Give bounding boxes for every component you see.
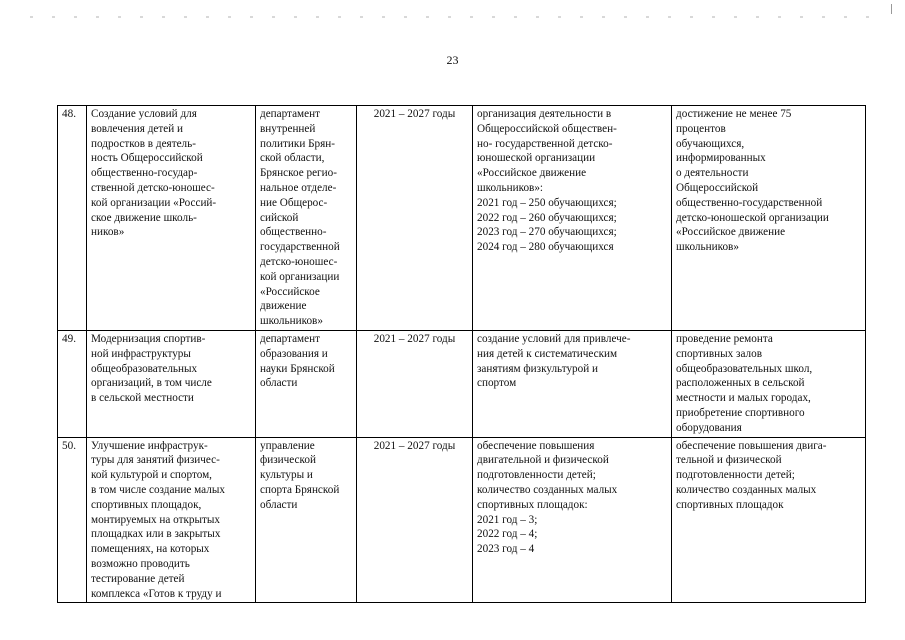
scan-artifact-line xyxy=(30,16,870,18)
scan-artifact-mark xyxy=(891,4,892,14)
responsible-cell: департамент внутренней политики Брян- ской области, Брянское регио- нальное отделе- ние Общерос- сийской общественно- государственной детско-юношес- кой организации «Российское движение школьников» xyxy=(256,106,357,331)
indicator-cell: проведение ремонта спортивных залов общеобразовательных школ, расположенных в сельской местности и малых городах, приобретение спортивного оборудования xyxy=(672,331,866,438)
page-number: 23 xyxy=(446,53,459,67)
indicator-cell: обеспечение повышения двига- тельной и физической подготовленности детей; количество созданных малых спортивных площадок xyxy=(672,437,866,603)
measures-table xyxy=(57,105,866,603)
table-row xyxy=(58,331,866,438)
result-cell: обеспечение повышения двигательной и физической подготовленности детей; количество созданных малых спортивных площадок: 2021 год – 3; 2022 год – 4; 2023 год – 4 xyxy=(473,437,672,603)
table-row xyxy=(58,437,866,603)
measure-cell: Улучшение инфраструк- туры для занятий физичес- кой культурой и спортом, в том числе создание малых спортивных площадок, монтируемых на открытых площадках или в закрытых помещениях, на которых возможно проводить тестирование детей комплекса «Готов к труду и xyxy=(87,437,256,603)
responsible-cell: управление физической культуры и спорта Брянской области xyxy=(256,437,357,603)
period-cell: 2021 – 2027 годы xyxy=(357,331,473,438)
result-cell: создание условий для привлече- ния детей к систематическим занятиям физкультурой и спортом xyxy=(473,331,672,438)
measure-cell: Модернизация спортив- ной инфраструктуры общеобразовательных организаций, в том числе в сельской местности xyxy=(87,331,256,438)
row-number: 50. xyxy=(58,437,87,603)
result-cell: организация деятельности в Общероссийской обществен- но- государственной детско- юношеской организации «Российское движение школьников»: 2021 год – 250 обучающихся; 2022 год – 260 обучающихся; 2023 год – 270 обучающихся; 2024 год – 280 обучающихся xyxy=(473,106,672,331)
row-number: 48. xyxy=(58,106,87,331)
row-number: 49. xyxy=(58,331,87,438)
responsible-cell: департамент образования и науки Брянской области xyxy=(256,331,357,438)
period-cell: 2021 – 2027 годы xyxy=(357,106,473,331)
period-cell: 2021 – 2027 годы xyxy=(357,437,473,603)
measure-cell: Создание условий для вовлечения детей и подростков в деятель- ность Общероссийской общественно-государ- ственной детско-юношес- кой организации «Россий- ское движение школь- ников» xyxy=(87,106,256,331)
table-row xyxy=(58,106,866,331)
indicator-cell: достижение не менее 75 процентов обучающихся, информированных о деятельности Общероссийской общественно-государственной детско-юношеской организации «Российское движение школьников» xyxy=(672,106,866,331)
